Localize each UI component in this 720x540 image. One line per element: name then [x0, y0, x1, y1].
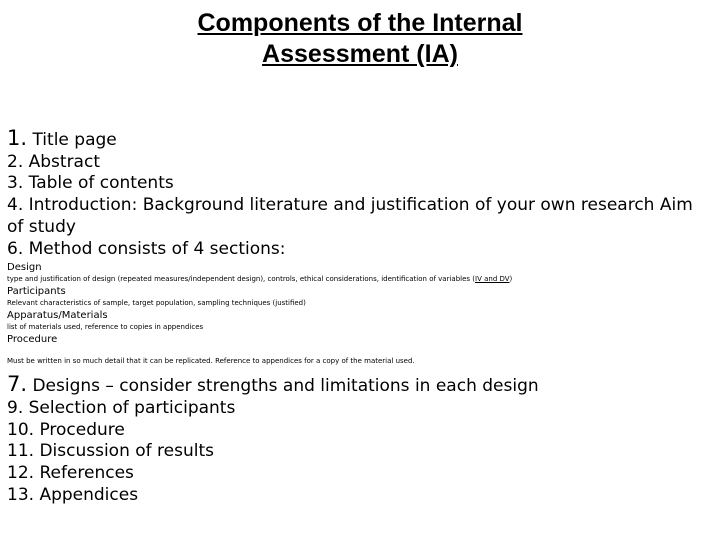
list-item-references: 12. References	[7, 463, 134, 484]
list-item-designs	[7, 374, 713, 398]
item-number: 1.	[7, 126, 28, 150]
components-list	[7, 128, 713, 506]
design-close-paren: )	[509, 275, 513, 284]
procedure-note: Must be written in so much detail that it can be replicated. Reference to appendices for a copy of the material used.	[7, 357, 415, 366]
apparatus-text: list of materials used, reference to copies in appendices	[7, 323, 204, 332]
design-text	[7, 274, 713, 284]
list-item-abstract: 2. Abstract	[7, 151, 100, 172]
title-line-1: Components of the Internal	[197, 9, 523, 37]
page-title	[0, 8, 720, 70]
design-heading: Design	[7, 262, 42, 274]
item-text: Designs – consider strengths and limitations in each design	[27, 376, 539, 397]
list-item-table-of-contents: 3. Table of contents	[7, 173, 174, 194]
method-sections	[7, 262, 713, 366]
list-item-selection-of-participants: 9. Selection of participants	[7, 397, 236, 418]
list-item-title-page	[7, 128, 713, 152]
list-item-discussion-of-results: 11. Discussion of results	[7, 441, 214, 462]
item-text: Title page	[27, 130, 117, 150]
iv-dv-text: IV and DV	[475, 275, 510, 284]
participants-text: Relevant characteristics of sample, target population, sampling techniques (justified)	[7, 299, 306, 308]
procedure-heading: Procedure	[7, 334, 58, 346]
list-item-introduction: 4. Introduction: Background literature and justification of your own research Aim of study	[7, 195, 693, 237]
item-number: 7.	[7, 372, 28, 397]
list-item-appendices: 13. Appendices	[7, 484, 139, 505]
title-line-2: Assessment (IA)	[262, 40, 458, 68]
list-item-method: 6. Method consists of 4 sections:	[7, 238, 286, 259]
participants-heading: Participants	[7, 286, 66, 298]
apparatus-heading: Apparatus/Materials	[7, 310, 108, 322]
list-item-procedure: 10. Procedure	[7, 419, 125, 440]
design-description: type and justification of design (repeated measures/independent design), controls, ethical considerations, identification of variables (	[7, 275, 476, 284]
